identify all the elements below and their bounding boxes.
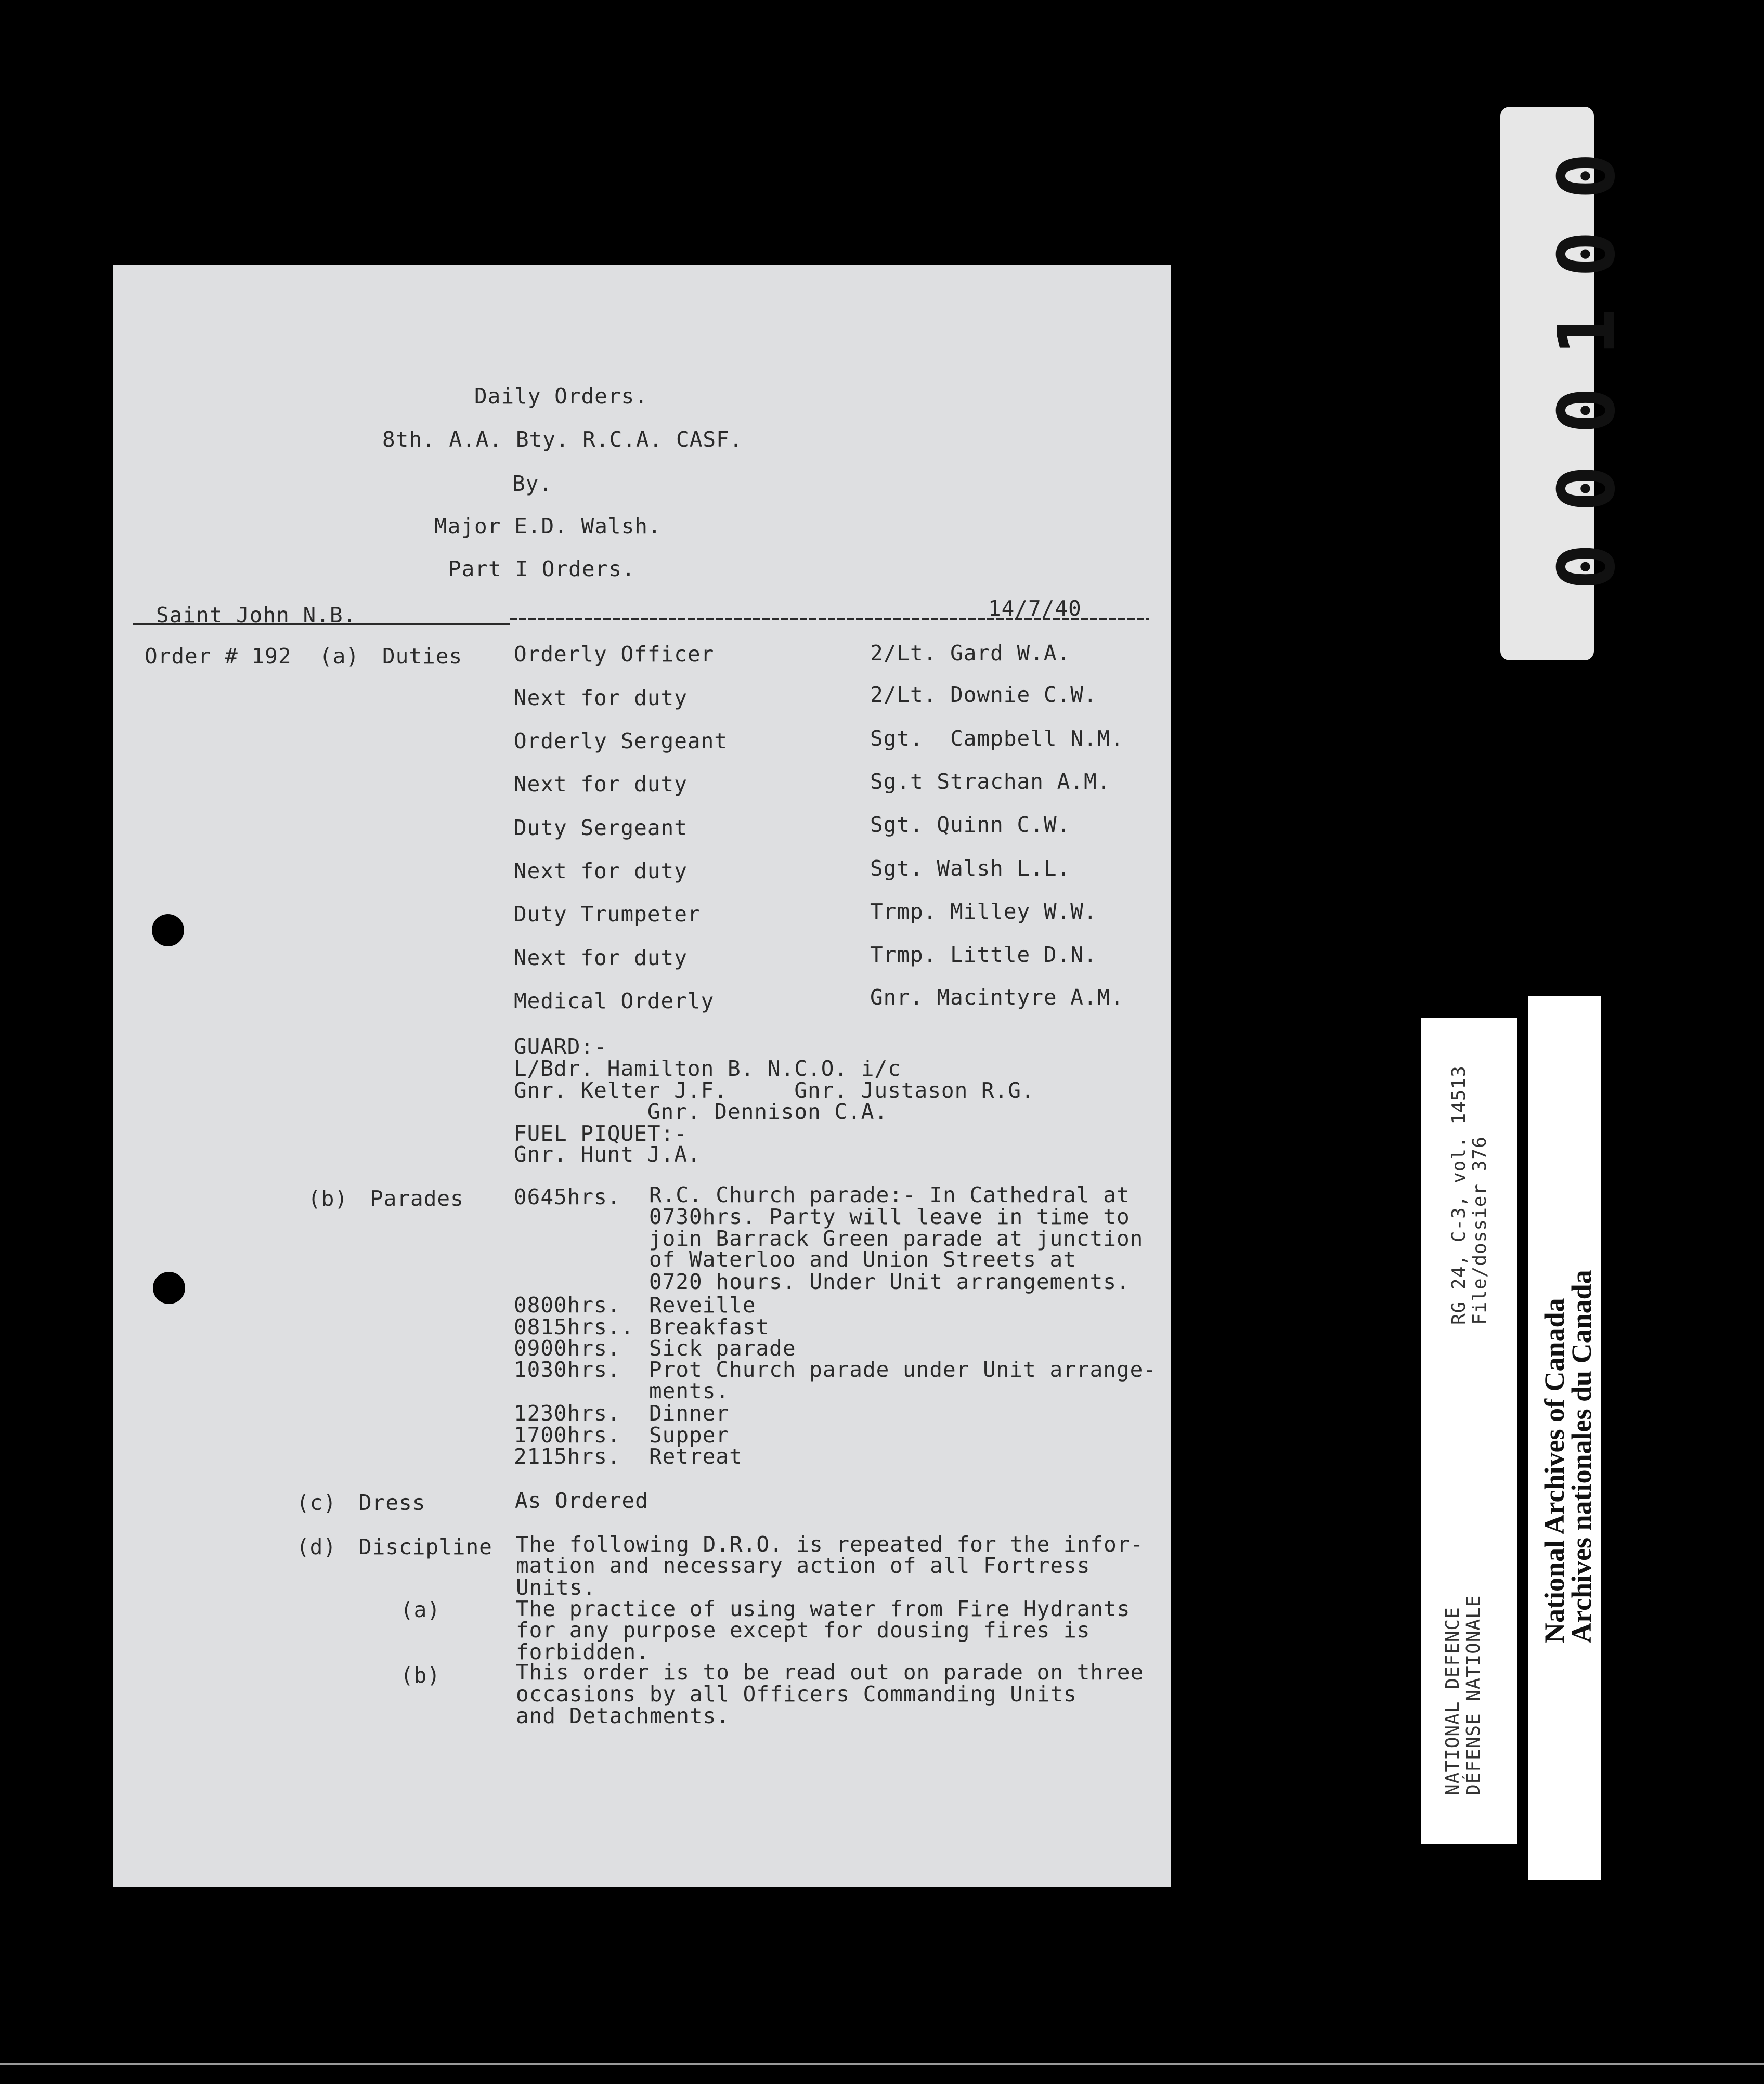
guard-line: Gnr. Kelter J.F. Gnr. Justason R.G. xyxy=(514,1078,1035,1103)
duty-label: Next for duty xyxy=(514,945,688,970)
discipline-text-line: mation and necessary action of all Fortress xyxy=(516,1553,1091,1578)
ref-line-1: RG 24, C-3, vol. 14513 xyxy=(1448,1065,1470,1325)
discipline-text-line: The following D.R.O. is repeated for the infor- xyxy=(516,1532,1144,1557)
church-text-line: R.C. Church parade:- In Cathedral at xyxy=(649,1182,1130,1207)
schedule-time: 0800hrs. xyxy=(514,1293,621,1318)
schedule-time: 2115hrs. xyxy=(514,1444,621,1469)
place: Saint John N.B. xyxy=(156,603,357,628)
duty-name: Sg.t Strachan A.M. xyxy=(870,769,1111,794)
duty-name: Gnr. Macintyre A.M. xyxy=(870,985,1124,1010)
discipline-text-line: Units. xyxy=(516,1575,596,1600)
guard-line: GUARD:- xyxy=(514,1034,607,1059)
discipline-sub-a-line: for any purpose except for dousing fires is xyxy=(516,1618,1091,1643)
discipline-sub-b-line: and Detachments. xyxy=(516,1703,730,1728)
guard-line: Gnr. Hunt J.A. xyxy=(514,1142,701,1167)
schedule-event: Reveille xyxy=(649,1293,756,1318)
dept-line-1: NATIONAL DEFENCE xyxy=(1442,1607,1463,1795)
archives-canada-label xyxy=(1528,996,1601,1880)
archives-fr: Archives nationales du Canada xyxy=(1566,1270,1597,1643)
duty-label: Duty Trumpeter xyxy=(514,902,701,927)
unit-name: 8th. A.A. Bty. R.C.A. CASF. xyxy=(382,427,743,452)
duty-name: Trmp. Milley W.W. xyxy=(870,899,1097,924)
discipline-sub-a-label: (a) xyxy=(400,1597,441,1622)
schedule-event: Prot Church parade under Unit arrange- xyxy=(649,1357,1157,1382)
schedule-event: Supper xyxy=(649,1423,730,1448)
church-text-line: of Waterloo and Union Streets at xyxy=(649,1247,1076,1272)
section-a-title: Duties xyxy=(382,644,463,669)
schedule-event: Dinner xyxy=(649,1401,730,1426)
scan-bottom-edge xyxy=(0,2063,1764,2065)
guard-line: FUEL PIQUET:- xyxy=(514,1121,688,1146)
guard-line: Gnr. Dennison C.A. xyxy=(514,1099,888,1124)
section-d-title: Discipline xyxy=(359,1534,492,1559)
order-number: Order # 192 xyxy=(145,644,292,669)
duty-label: Duty Sergeant xyxy=(514,815,688,840)
schedule-event: Breakfast xyxy=(649,1314,770,1339)
discipline-sub-b-label: (b) xyxy=(400,1663,441,1688)
duty-name: Sgt. Walsh L.L. xyxy=(870,856,1071,881)
ref-line-2: File/dossier 376 xyxy=(1469,1136,1490,1325)
by-line: By. xyxy=(512,471,553,496)
schedule-event: Retreat xyxy=(649,1444,743,1469)
duty-label: Orderly Sergeant xyxy=(514,728,728,753)
section-c-label: (c) xyxy=(296,1490,337,1515)
officer-name: Major E.D. Walsh. xyxy=(434,514,661,539)
date: 14/7/40 xyxy=(988,596,1082,621)
duty-name: Sgt. Campbell N.M. xyxy=(870,726,1124,751)
part-title: Part I Orders. xyxy=(448,556,635,581)
section-c-title: Dress xyxy=(359,1490,426,1515)
archive-reference-label xyxy=(1421,1018,1517,1844)
section-b-label: (b) xyxy=(308,1186,348,1211)
duty-name: Trmp. Little D.N. xyxy=(870,942,1097,967)
discipline-sub-b-line: This order is to be read out on parade on three xyxy=(516,1660,1144,1685)
section-b-title: Parades xyxy=(370,1186,464,1211)
discipline-sub-b-line: occasions by all Officers Commanding Units xyxy=(516,1682,1077,1707)
guard-line: L/Bdr. Hamilton B. N.C.O. i/c xyxy=(514,1056,901,1081)
schedule-time: 1700hrs. xyxy=(514,1423,621,1448)
schedule-event: Sick parade xyxy=(649,1336,796,1361)
dress-text: As Ordered xyxy=(515,1488,648,1513)
duty-label: Medical Orderly xyxy=(514,988,715,1013)
schedule-time: 1030hrs. xyxy=(514,1357,621,1382)
duty-label: Next for duty xyxy=(514,772,688,797)
section-a-label: (a) xyxy=(319,644,360,669)
church-text-line: 0730hrs. Party will leave in time to xyxy=(649,1204,1130,1229)
discipline-sub-a-line: forbidden. xyxy=(516,1639,650,1664)
schedule-event: ments. xyxy=(649,1378,730,1403)
schedule-time: 1230hrs. xyxy=(514,1401,621,1426)
duty-label: Orderly Officer xyxy=(514,642,715,667)
duty-name: 2/Lt. Downie C.W. xyxy=(870,682,1097,707)
duty-name: 2/Lt. Gard W.A. xyxy=(870,641,1071,666)
church-text-line: join Barrack Green parade at junction xyxy=(649,1226,1144,1251)
duty-label: Next for duty xyxy=(514,685,688,710)
discipline-sub-a-line: The practice of using water from Fire Hydrants xyxy=(516,1596,1131,1621)
archives-en: National Archives of Canada xyxy=(1539,1298,1570,1643)
schedule-time: 0900hrs. xyxy=(514,1336,621,1361)
doc-title: Daily Orders. xyxy=(474,384,648,409)
section-d-label: (d) xyxy=(296,1534,337,1559)
church-text-line: 0720 hours. Under Unit arrangements. xyxy=(649,1269,1130,1294)
duty-name: Sgt. Quinn C.W. xyxy=(870,812,1071,837)
frame-number: 000100 xyxy=(1542,121,1632,590)
dept-line-2: DÉFENSE NATIONALE xyxy=(1463,1595,1484,1795)
duty-label: Next for duty xyxy=(514,858,688,883)
schedule-time: 0815hrs.. xyxy=(514,1314,634,1339)
church-time: 0645hrs. xyxy=(514,1184,621,1209)
